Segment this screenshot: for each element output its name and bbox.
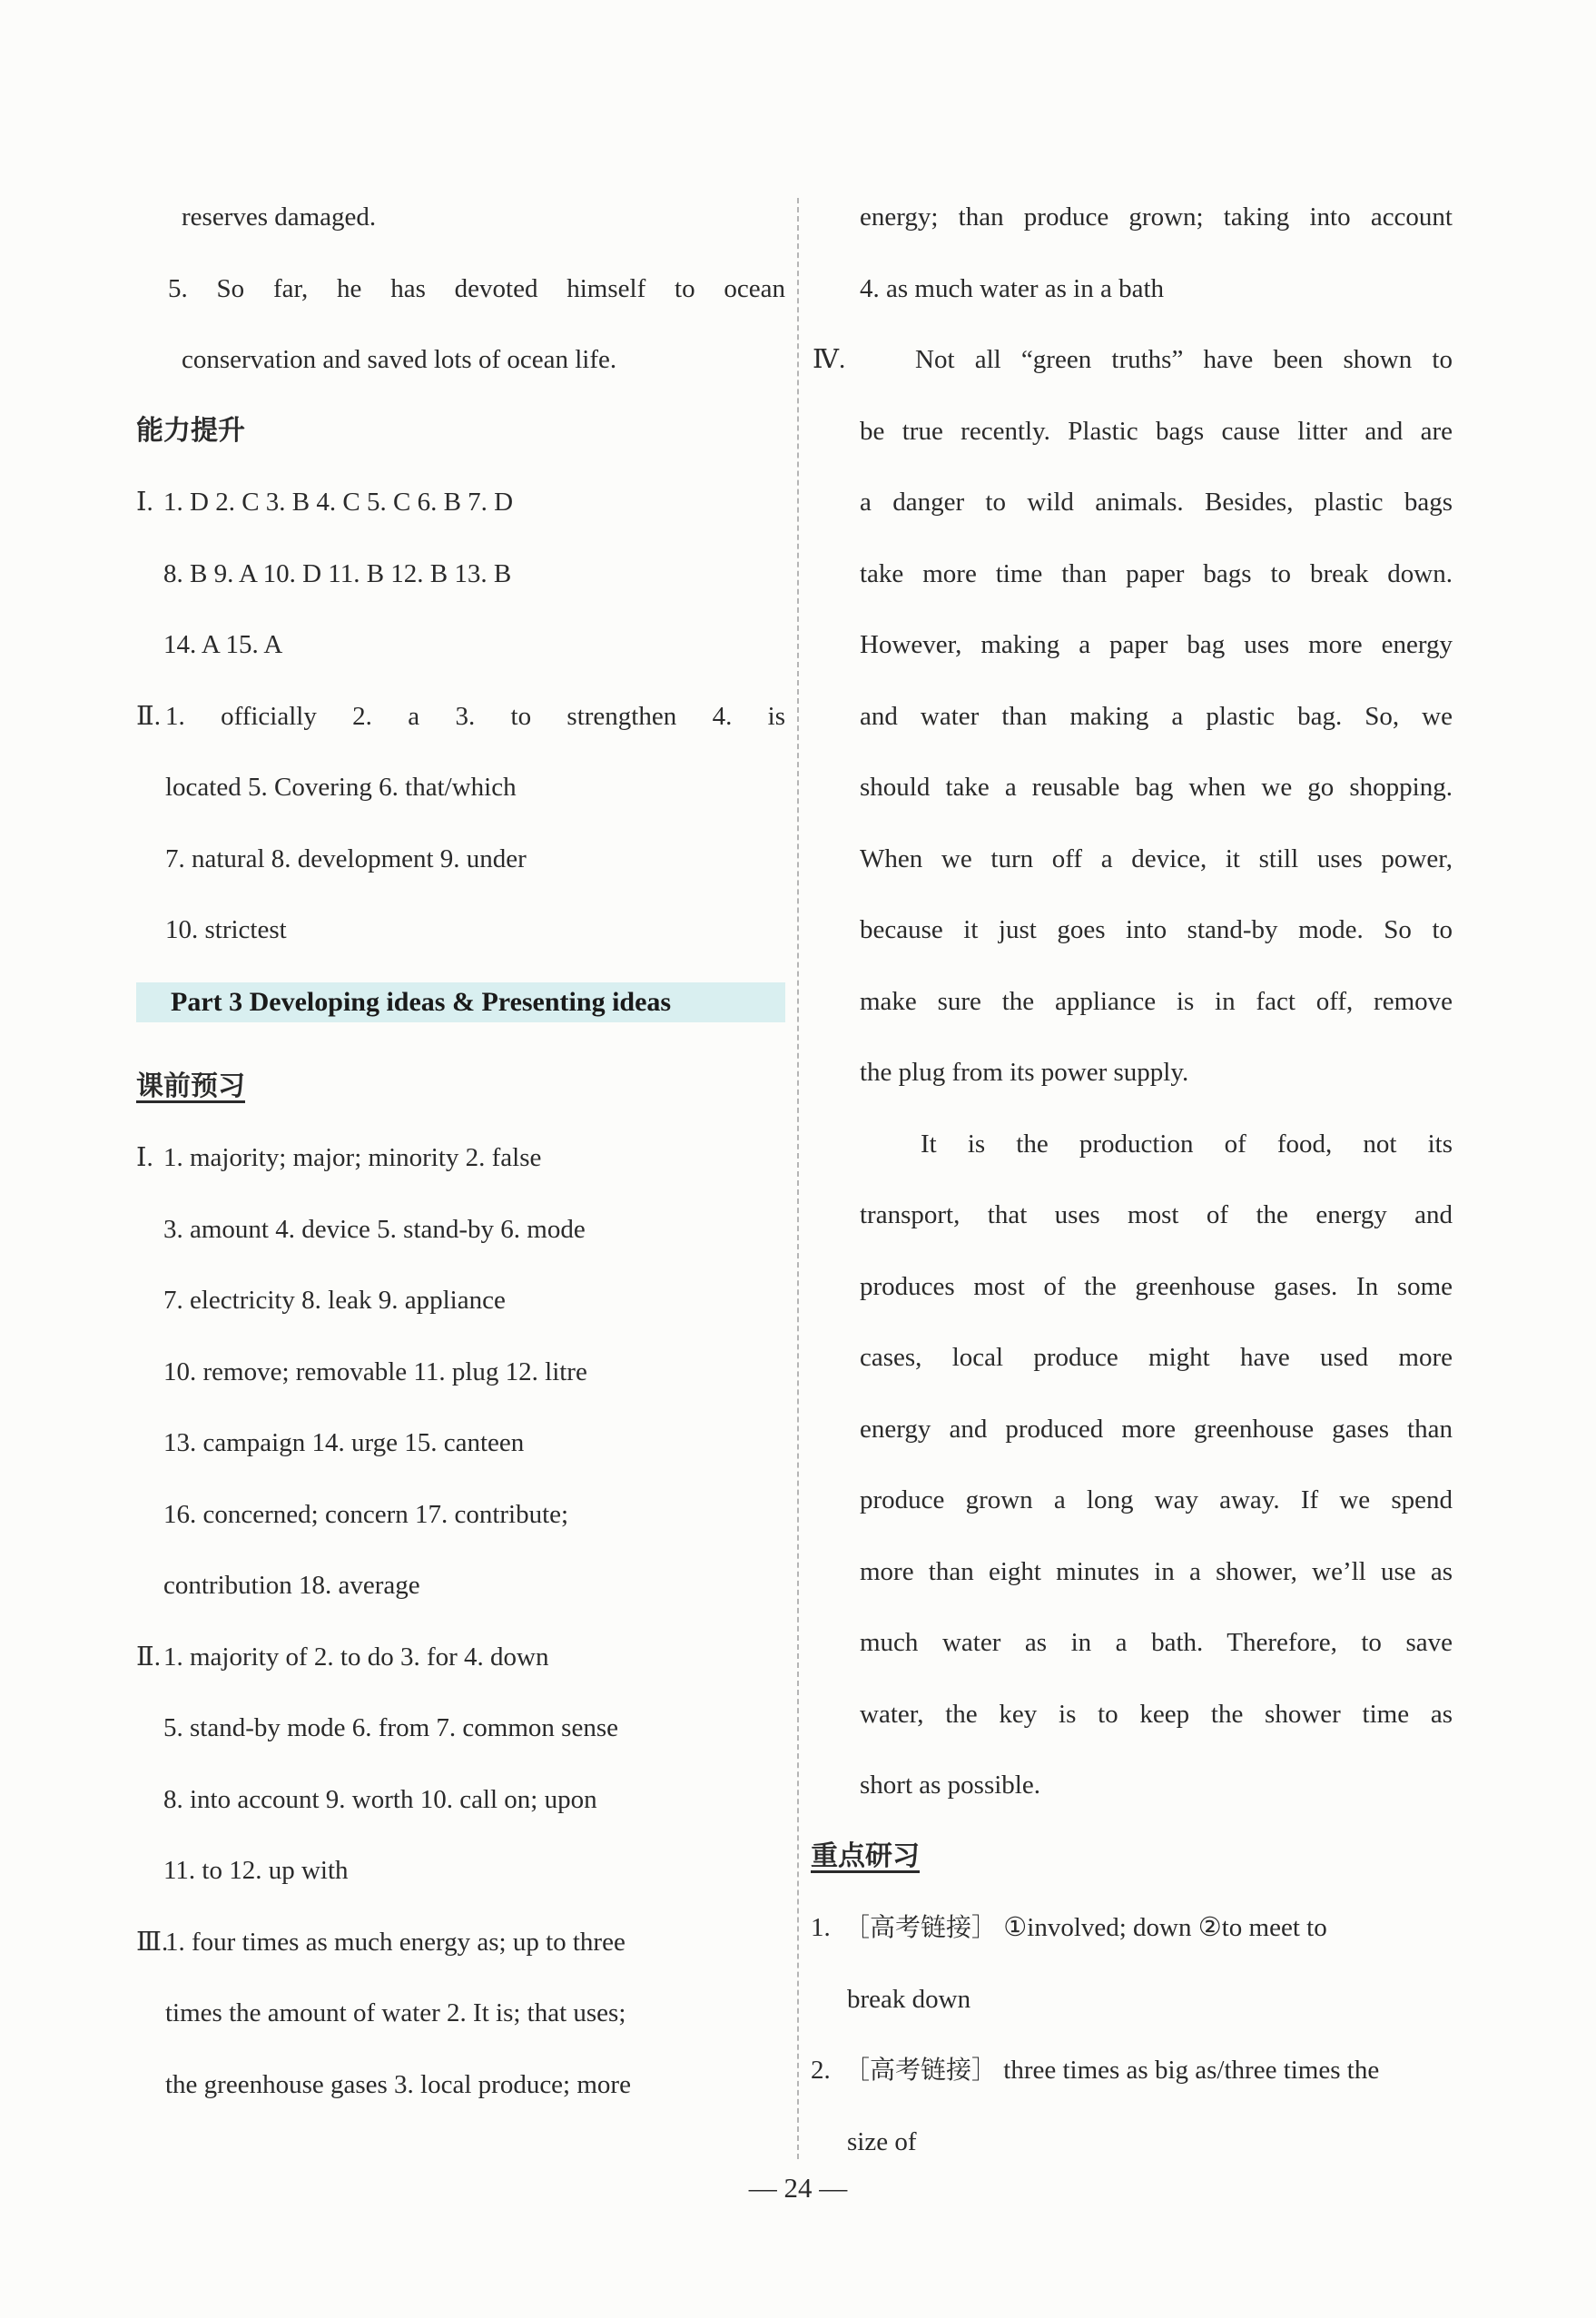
paragraph-line: a danger to wild animals. Besides, plastic bags [860, 488, 1453, 517]
section-heading-preview [136, 1051, 785, 1123]
answer-line: 10. strictest [165, 915, 287, 944]
paragraph-line: cases, local produce might have used more [860, 1343, 1453, 1372]
exercise-3 [136, 1122, 785, 1622]
focus-item-1 [808, 1892, 1453, 2035]
paragraph-line: produce grown a long way away. If we spend [860, 1485, 1453, 1514]
answer-line: 5. stand-by mode 6. from 7. common sense [163, 1713, 618, 1742]
paragraph-line: make sure the appliance is in fact off, remove [860, 986, 1453, 1016]
exercise-4 [136, 1622, 785, 1907]
exercise-number: Ⅱ. [136, 1642, 161, 1672]
text-line: 4. as much water as in a bath [860, 273, 1165, 303]
paragraph-line: more than eight minutes in a shower, we’ll use as [860, 1556, 1453, 1586]
answer-line: 10. remove; removable 11. plug 12. litre [163, 1356, 587, 1386]
exercise-number: Ⅰ. [136, 488, 153, 517]
paragraph-line: transport, that uses most of the energy and [860, 1200, 1453, 1229]
paragraph-line: water, the key is to keep the shower time as [860, 1699, 1453, 1729]
answer-line: contribution 18. average [163, 1571, 420, 1600]
paragraph-line: Not all “green truths” have been shown to [915, 345, 1453, 374]
paragraph-line: produces most of the greenhouse gases. In some [860, 1271, 1453, 1301]
right-column [808, 182, 1453, 2177]
paragraph-line: because it just goes into stand-by mode. So to [860, 915, 1453, 944]
paragraph-line: much water as in a bath. Therefore, to save [860, 1628, 1453, 1657]
paragraph-line: the plug from its power supply. [860, 1058, 1189, 1087]
exercise-5 [136, 1907, 785, 2121]
answer-line: 1. D 2. C 3. B 4. C 5. C 6. B 7. D [163, 488, 514, 517]
answer-line: 1. majority; major; minority 2. false [163, 1143, 542, 1172]
section-heading-text: 重点研习 [811, 1840, 920, 1872]
text-line: conservation and saved lots of ocean life. [182, 345, 617, 374]
exercise-number: Ⅳ. [813, 345, 846, 374]
exercise-number: Ⅰ. [136, 1143, 153, 1172]
paragraph-line: It is the production of food, not its [921, 1129, 1453, 1159]
item-number: 2. [811, 2056, 831, 2085]
page-number: — 24 — [748, 2172, 848, 2204]
text-line: 5. So far, he has devoted himself to ocean [168, 273, 785, 303]
answer-line: 14. A 15. A [163, 630, 283, 659]
answer-line: three times as big as/three times the [1003, 2056, 1380, 2085]
answer-line: size of [847, 2126, 917, 2156]
answer-line: 8. into account 9. worth 10. call on; upon [163, 1784, 597, 1814]
part-title: Part 3 Developing ideas & Presenting ideas [171, 986, 672, 1017]
text-line: energy; than produce grown; taking into account [860, 202, 1453, 232]
answer-line: 1. officially 2. a 3. to strengthen 4. is [165, 701, 785, 731]
answer-line: the greenhouse gases 3. local produce; more [165, 2069, 631, 2099]
exercise-2 [136, 681, 785, 966]
focus-item-2 [808, 2035, 1453, 2177]
section-heading-text: 课前预习 [136, 1070, 245, 1102]
paragraph-line: and water than making a plastic bag. So, we [860, 701, 1453, 731]
section-heading-focus [808, 1821, 1453, 1893]
answer-line: 7. natural 8. development 9. under [165, 843, 527, 873]
paragraph-line: short as possible. [860, 1771, 1040, 1800]
text-line: reserves damaged. [182, 202, 377, 232]
answer-line: 3. amount 4. device 5. stand-by 6. mode [163, 1214, 586, 1244]
paragraph-line: When we turn off a device, it still uses power, [860, 843, 1453, 873]
gaokao-link-tag: ［高考链接］ [844, 1912, 998, 1942]
answer-line: 11. to 12. up with [163, 1856, 349, 1885]
exercise-6 [808, 324, 1453, 1821]
exercise-number: Ⅱ. [136, 701, 161, 731]
answer-line: ①involved; down ②to meet to [1003, 1913, 1327, 1942]
section-heading-ability: 能力提升 [136, 414, 245, 447]
gaokao-link-tag: ［高考链接］ [844, 2055, 998, 2085]
paragraph-line: energy and produced more greenhouse gases than [860, 1414, 1453, 1444]
answer-line: 1. four times as much energy as; up to three [165, 1927, 626, 1957]
paragraph-line: should take a reusable bag when we go shopping. [860, 773, 1453, 802]
paragraph-line: take more time than paper bags to break down. [860, 558, 1453, 588]
answer-line: 13. campaign 14. urge 15. canteen [163, 1428, 525, 1457]
item-number: 1. [811, 1913, 831, 1942]
answer-line: 16. concerned; concern 17. contribute; [163, 1499, 569, 1529]
paragraph-line: be true recently. Plastic bags cause litter and are [860, 416, 1453, 446]
exercise-1 [136, 467, 785, 681]
left-column [136, 182, 785, 2120]
part-title-bar [136, 982, 785, 1022]
paragraph-line: However, making a paper bag uses more energy [860, 630, 1453, 659]
column-divider [797, 198, 799, 2159]
exercise-number: Ⅲ. [136, 1927, 169, 1957]
answer-line: located 5. Covering 6. that/which [165, 773, 517, 802]
answer-line: 1. majority of 2. to do 3. for 4. down [163, 1642, 549, 1672]
answer-line: times the amount of water 2. It is; that uses; [165, 1998, 626, 2027]
answer-line: 8. B 9. A 10. D 11. B 12. B 13. B [163, 558, 512, 588]
answer-line: 7. electricity 8. leak 9. appliance [163, 1286, 506, 1315]
answer-line: break down [847, 1984, 971, 2014]
